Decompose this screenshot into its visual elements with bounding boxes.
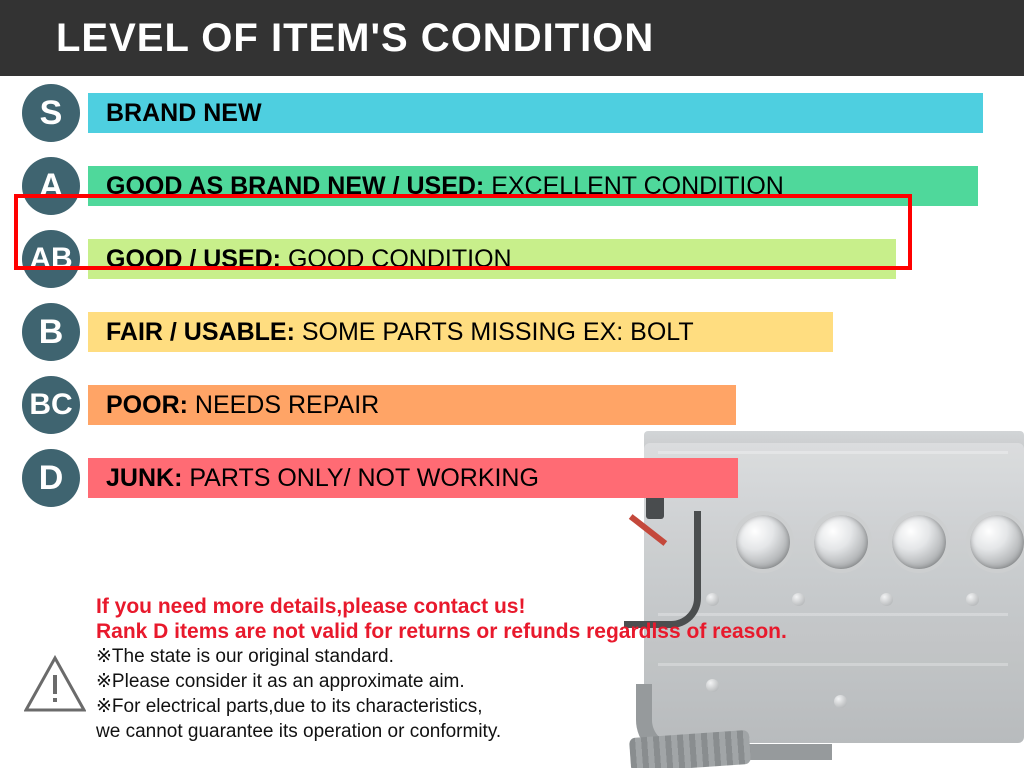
rank-label: GOOD AS BRAND NEW / USED: EXCELLENT CONDITION [106,171,784,200]
note-no-guarantee: we cannot guarantee its operation or conformity. [96,721,502,742]
rank-row-b [0,295,1024,368]
rank-bar [88,239,896,279]
rank-row-ab [0,222,1024,295]
notes-block [96,594,1016,744]
engine-intake-port [888,511,950,573]
rank-row-d [0,441,1024,514]
page-header [0,0,1024,76]
rank-label: BRAND NEW [106,98,262,127]
rank-label: GOOD / USED: GOOD CONDITION [106,244,512,273]
rank-bar [88,166,978,206]
rank-badge-s: S [22,84,80,142]
rank-badge-b: B [22,303,80,361]
rank-bar [88,93,983,133]
rank-badge-d: D [22,449,80,507]
note-electrical-parts: ※For electrical parts,due to its characteristics, [96,696,483,717]
rank-row-a [0,149,1024,222]
rank-list [0,76,1024,514]
rank-row-bc [0,368,1024,441]
rank-bar [88,458,738,498]
rank-bar [88,385,736,425]
rank-bar [88,312,833,352]
rank-label: JUNK: PARTS ONLY/ NOT WORKING [106,463,539,492]
note-contact-us: If you need more details,please contact us! [96,595,526,618]
note-approximate-aim: ※Please consider it as an approximate aim. [96,671,465,692]
page-title: LEVEL OF ITEM'S CONDITION [56,16,655,60]
rank-badge-a: A [22,157,80,215]
warning-triangle-icon [24,655,86,713]
rank-label: POOR: NEEDS REPAIR [106,390,380,419]
engine-intake-port [966,511,1024,573]
engine-intake-port [732,511,794,573]
rank-row-s [0,76,1024,149]
note-original-standard: ※The state is our original standard. [96,646,394,667]
rank-label: FAIR / USABLE: SOME PARTS MISSING EX: BOLT [106,317,694,346]
engine-intake-port [810,511,872,573]
note-rank-d-policy: Rank D items are not valid for returns or refunds regardlss of reason. [96,620,787,643]
rank-badge-ab: AB [22,230,80,288]
rank-badge-bc: BC [22,376,80,434]
